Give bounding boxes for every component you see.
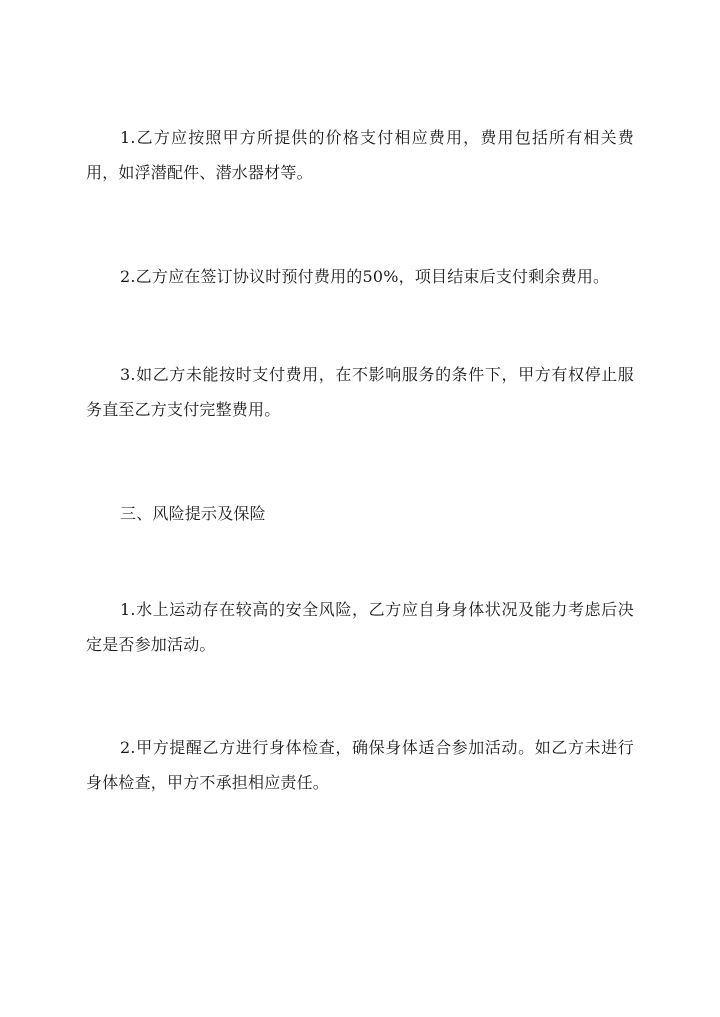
section-heading-risk-insurance: 三、风险提示及保险 [120,504,266,523]
payment-clause-1: 1.乙方应按照甲方所提供的价格支付相应费用，费用包括所有相关费用，如浮潜配件、潜水器材等。 [86,128,634,182]
payment-clause-2: 2.乙方应在签订协议时预付费用的50%，项目结束后支付剩余费用。 [120,267,610,286]
payment-clause-3: 3.如乙方未能按时支付费用，在不影响服务的条件下，甲方有权停止服务直至乙方支付完整费用。 [86,365,634,419]
risk-clause-2: 2.甲方提醒乙方进行身体检查，确保身体适合参加活动。如乙方未进行身体检查，甲方不承担相应责任。 [86,738,634,792]
risk-clause-1: 1.水上运动存在较高的安全风险，乙方应自身身体状况及能力考虑后决定是否参加活动。 [86,600,634,654]
